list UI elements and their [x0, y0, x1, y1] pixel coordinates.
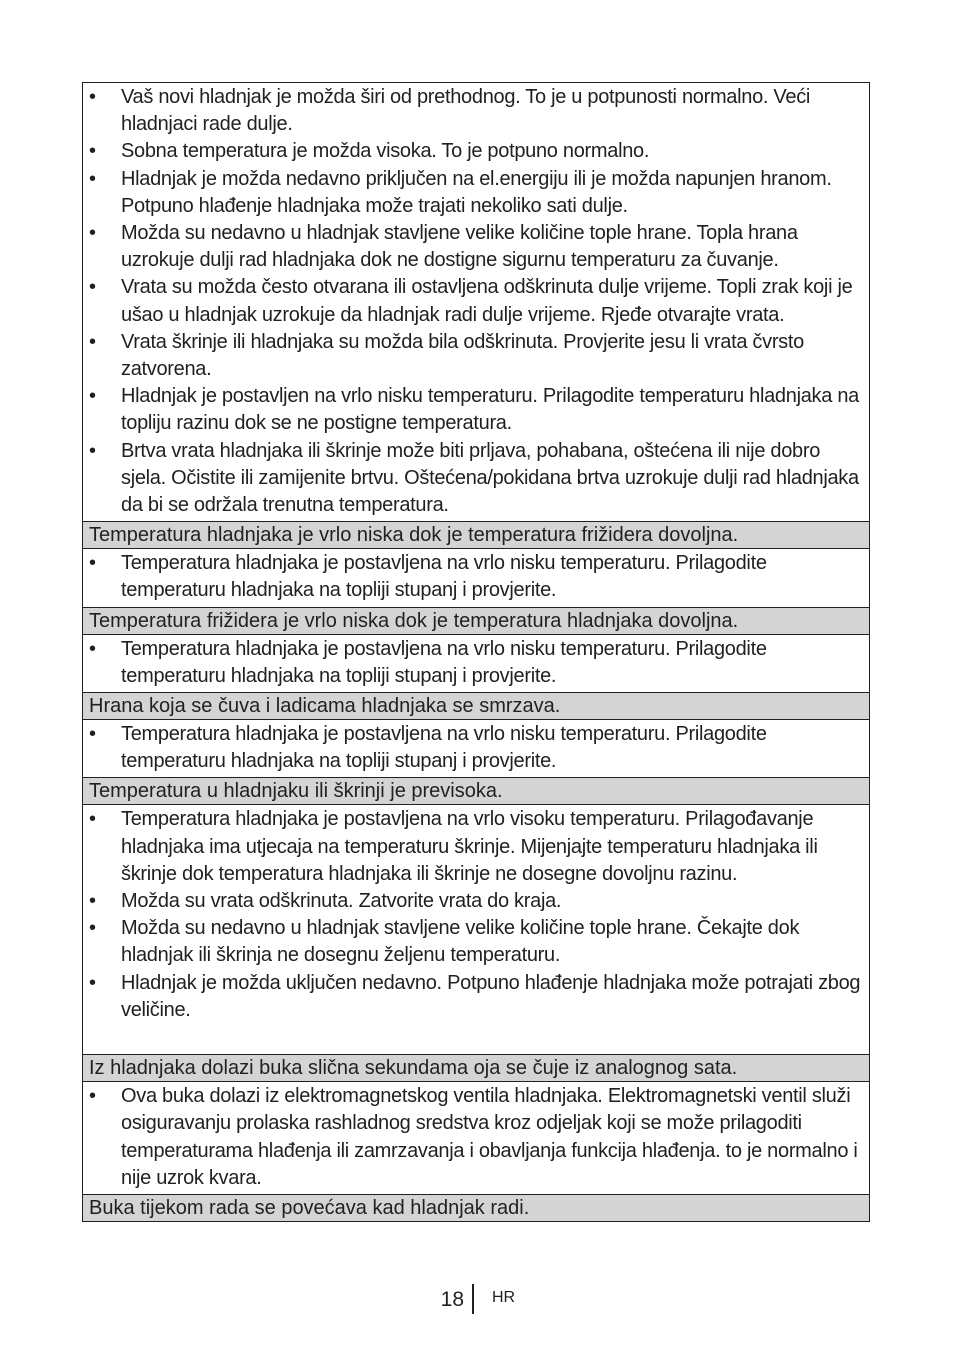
bullet-list — [83, 806, 869, 1024]
section-header-food-freezing: Hrana koja se čuva i ladicama hladnjaka se smrzava. — [83, 692, 869, 720]
list-item: • Temperatura hladnjaka je postavljena na vrlo visoku temperaturu. Prilagođavanje hladnjaka ima utjecaja na temperaturu škrinje. Mijenjajte temperaturu hladnjaka ili škrinje dok temperatura hladnjaka ili škrinje ne dosegne dovoljnu razinu. — [83, 806, 869, 888]
section-block-1 — [83, 549, 869, 606]
list-item: • Temperatura hladnjaka je postavljena na vrlo nisku temperaturu. Prilagodite temperaturu hladnjaka na topliji stupanj i provjerite. — [83, 721, 869, 775]
section-header-freezer-too-cold: Temperatura hladnjaka je vrlo niska dok je temperatura frižidera dovoljna. — [83, 521, 869, 549]
list-item: • Vaš novi hladnjak je možda širi od prethodnog. To je u potpunosti normalno. Veći hladnjaci rade dulje. — [83, 84, 869, 138]
list-item: • Možda su vrata odškrinuta. Zatvorite vrata do kraja. — [83, 888, 869, 915]
bullet-list — [83, 550, 869, 604]
section-block-4 — [83, 805, 869, 1054]
section-header-fridge-too-cold: Temperatura frižidera je vrlo niska dok je temperatura hladnjaka dovoljna. — [83, 607, 869, 635]
page-footer — [0, 1284, 954, 1316]
list-item: • Ova buka dolazi iz elektromagnetskog ventila hladnjaka. Elektromagnetski ventil služi osiguravanju prolaska rashladnog sredstva kroz odjeljak koji se može prilagoditi temperaturama hlađenja ili zamrzavanja i obavljanja funkcija hlađenja. to je normalno i nije uzrok kvara. — [83, 1083, 869, 1192]
page-number: 18 — [440, 1288, 464, 1311]
section-header-operating-noise: Buka tijekom rada se povećava kad hladnjak radi. — [83, 1194, 869, 1222]
list-item: • Hladnjak je možda nedavno priključen na el.energiju ili je možda napunjen hranom. Potpuno hlađenje hladnjaka može trajati nekoliko sati dulje. — [83, 166, 869, 220]
list-item: • Vrata škrinje ili hladnjaka su možda bila odškrinuta. Provjerite jesu li vrata čvrsto zatvorena. — [83, 329, 869, 383]
list-item: • Sobna temperatura je možda visoka. To je potpuno normalno. — [83, 138, 869, 165]
list-item: • Temperatura hladnjaka je postavljena na vrlo nisku temperaturu. Prilagodite temperaturu hladnjaka na topliji stupanj i provjerite. — [83, 550, 869, 604]
list-item: • Vrata su možda često otvarana ili ostavljena odškrinuta dulje vrijeme. Topli zrak koji je ušao u hladnjak uzrokuje da hladnjak radi dulje vrijeme. Rjeđe otvarajte vrata. — [83, 274, 869, 328]
section-block-0 — [83, 83, 869, 521]
bullet-list — [83, 721, 869, 775]
section-block-5 — [83, 1082, 869, 1194]
list-item: • Brtva vrata hladnjaka ili škrinje može biti prljava, pohabana, oštećena ili nije dobro sjela. Očistite ili zamijenite brtvu. Oštećena/pokidana brtva uzrokuje dulji rad hladnjaka da bi se održala trenutna temperatura. — [83, 438, 869, 520]
list-item: • Temperatura hladnjaka je postavljena na vrlo nisku temperaturu. Prilagodite temperaturu hladnjaka na topliji stupanj i provjerite. — [83, 636, 869, 690]
section-header-temperature-too-high: Temperatura u hladnjaku ili škrinji je previsoka. — [83, 777, 869, 805]
footer-divider — [472, 1284, 474, 1314]
section-header-ticking-noise: Iz hladnjaka dolazi buka slična sekundama oja se čuje iz analognog sata. — [83, 1054, 869, 1082]
list-item: • Hladnjak je možda uključen nedavno. Potpuno hlađenje hladnjaka može potrajati zbog veličine. — [83, 970, 869, 1024]
bullet-list — [83, 84, 869, 519]
spacer — [83, 1024, 869, 1052]
list-item: • Hladnjak je postavljen na vrlo nisku temperaturu. Prilagodite temperaturu hladnjaka na topliju razinu dok se ne postigne temperatura. — [83, 383, 869, 437]
section-block-2 — [83, 635, 869, 692]
language-code: HR — [492, 1289, 516, 1306]
bullet-list — [83, 1083, 869, 1192]
bullet-list — [83, 636, 869, 690]
list-item: • Možda su nedavno u hladnjak stavljene velike količine tople hrane. Čekajte dok hladnjak ili škrinja ne dosegnu željenu temperaturu. — [83, 915, 869, 969]
troubleshooting-table — [82, 82, 870, 1222]
section-block-3 — [83, 720, 869, 777]
list-item: • Možda su nedavno u hladnjak stavljene velike količine tople hrane. Topla hrana uzrokuje dulji rad hladnjaka dok ne dostigne sigurnu temperaturu za čuvanje. — [83, 220, 869, 274]
